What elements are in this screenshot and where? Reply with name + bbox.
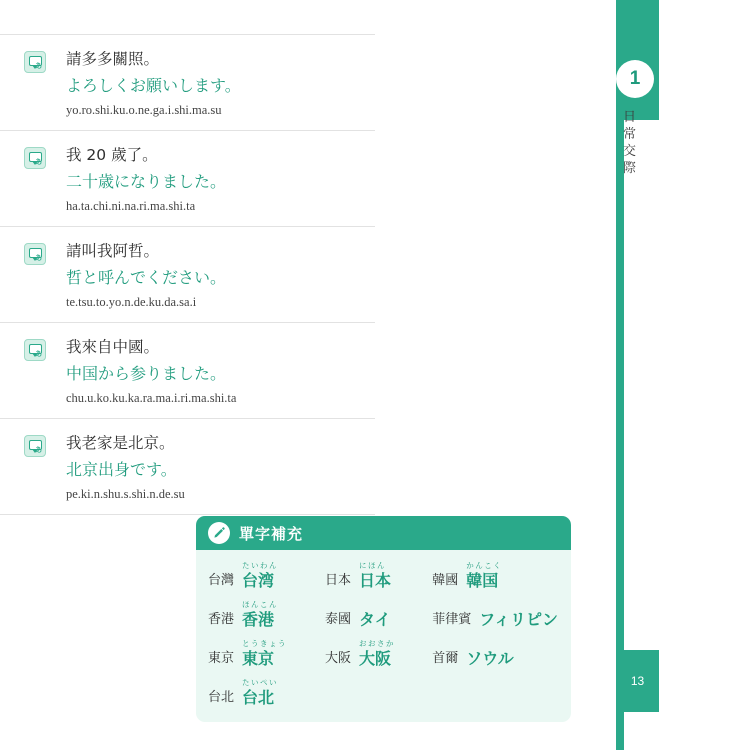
vocab-chinese: 菲律賓 xyxy=(432,612,472,627)
list-item xyxy=(0,419,375,515)
phrase-chinese: 我 20 歲了。 xyxy=(66,146,158,164)
list-item xyxy=(0,227,375,323)
phrase-japanese: 中国から参りました。 xyxy=(66,364,227,383)
vocab-entry xyxy=(432,562,559,589)
phrase-chinese: 我老家是北京。 xyxy=(66,434,175,452)
vocabulary-header xyxy=(196,516,571,550)
phrase-chinese: 請多多關照。 xyxy=(66,50,160,68)
vocab-furigana xyxy=(466,640,514,649)
vocabulary-title: 單字補充 xyxy=(239,524,304,543)
vocab-chinese: 台灣 xyxy=(208,573,235,588)
vocab-entry xyxy=(325,562,432,589)
phrase-chinese: 我來自中國。 xyxy=(66,338,160,356)
speech-bubble-icon[interactable]: あ xyxy=(24,51,46,73)
phrase-text xyxy=(66,144,375,214)
speech-bubble-icon[interactable]: あ xyxy=(24,147,46,169)
vocab-chinese: 日本 xyxy=(325,573,352,588)
phrase-text xyxy=(66,48,375,118)
list-item xyxy=(0,131,375,227)
vocab-entry xyxy=(325,601,432,628)
vocab-japanese: 台北 xyxy=(242,688,275,707)
vocabulary-box xyxy=(196,516,571,722)
vocab-furigana: にほん xyxy=(359,561,387,570)
vocab-japanese: 韓国 xyxy=(466,571,499,590)
speech-bubble-icon[interactable]: あ xyxy=(24,243,46,265)
chapter-title-char-1: 日 xyxy=(622,109,637,124)
vocab-japanese: フィリピン xyxy=(479,610,558,629)
chapter-title-char-4: 際 xyxy=(622,160,637,175)
vocabulary-body xyxy=(196,550,571,722)
vocab-japanese: タイ xyxy=(359,610,391,629)
vocab-entry xyxy=(432,640,559,667)
vocab-entry xyxy=(208,601,325,628)
vocab-japanese: 東京 xyxy=(242,649,275,668)
vocab-japanese: 台湾 xyxy=(242,571,275,590)
list-item xyxy=(0,323,375,419)
phrase-romaji: chu.u.ko.ku.ka.ra.ma.i.ri.ma.shi.ta xyxy=(66,391,237,405)
pencil-icon xyxy=(208,522,230,544)
vocab-entry xyxy=(325,640,432,667)
vocab-chinese: 泰國 xyxy=(325,612,352,627)
vocab-furigana xyxy=(359,601,391,610)
phrase-japanese: よろしくお願いします。 xyxy=(66,76,241,95)
vocab-chinese: 東京 xyxy=(208,651,235,666)
vocab-furigana: おおさか xyxy=(359,639,396,648)
chapter-title-vertical xyxy=(619,108,641,176)
phrase-romaji: pe.ki.n.shu.s.shi.n.de.su xyxy=(66,487,185,501)
phrase-japanese: 哲と呼んでください。 xyxy=(66,268,227,287)
phrase-text xyxy=(66,240,375,310)
vocab-chinese: 大阪 xyxy=(325,651,352,666)
phrase-japanese: 北京出身です。 xyxy=(66,460,177,479)
vocab-japanese: ソウル xyxy=(466,649,514,668)
phrase-list xyxy=(0,34,375,515)
phrase-text xyxy=(66,432,375,502)
vocab-furigana xyxy=(479,601,558,610)
vocab-entry xyxy=(208,640,325,667)
vocab-furigana: ほんこん xyxy=(242,600,279,609)
speech-bubble-icon[interactable]: あ xyxy=(24,339,46,361)
chapter-number-badge: 1 xyxy=(616,60,654,98)
phrase-romaji: ha.ta.chi.ni.na.ri.ma.shi.ta xyxy=(66,199,196,213)
phrase-chinese: 請叫我阿哲。 xyxy=(66,242,160,260)
vocab-chinese: 首爾 xyxy=(432,651,459,666)
vocab-chinese: 香港 xyxy=(208,612,235,627)
vocab-japanese: 日本 xyxy=(359,571,392,590)
vocab-entry xyxy=(208,562,325,589)
phrase-japanese: 二十歳になりました。 xyxy=(66,172,227,191)
speech-bubble-icon[interactable]: あ xyxy=(24,435,46,457)
vocab-furigana: かんこく xyxy=(466,561,503,570)
phrase-text xyxy=(66,336,375,406)
vocab-japanese: 大阪 xyxy=(359,649,392,668)
vocab-furigana: たいぺい xyxy=(242,678,279,687)
table-row xyxy=(208,679,559,706)
phrase-romaji: te.tsu.to.yo.n.de.ku.da.sa.i xyxy=(66,295,197,309)
vocab-japanese: 香港 xyxy=(242,610,275,629)
vocab-entry xyxy=(432,601,559,628)
table-row xyxy=(208,640,559,667)
vocab-furigana: たいわん xyxy=(242,561,279,570)
list-item xyxy=(0,34,375,131)
vocab-chinese: 台北 xyxy=(208,690,235,705)
phrase-romaji: yo.ro.shi.ku.o.ne.ga.i.shi.ma.su xyxy=(66,103,222,117)
vocab-entry xyxy=(208,679,328,706)
chapter-rail xyxy=(575,0,750,750)
table-row xyxy=(208,562,559,589)
vocab-chinese: 韓國 xyxy=(432,573,459,588)
page-number: 13 xyxy=(616,650,659,712)
vocab-furigana: とうきょう xyxy=(242,639,288,648)
chapter-title-char-2: 常 xyxy=(622,126,637,141)
chapter-title-char-3: 交 xyxy=(622,143,637,158)
table-row xyxy=(208,601,559,628)
